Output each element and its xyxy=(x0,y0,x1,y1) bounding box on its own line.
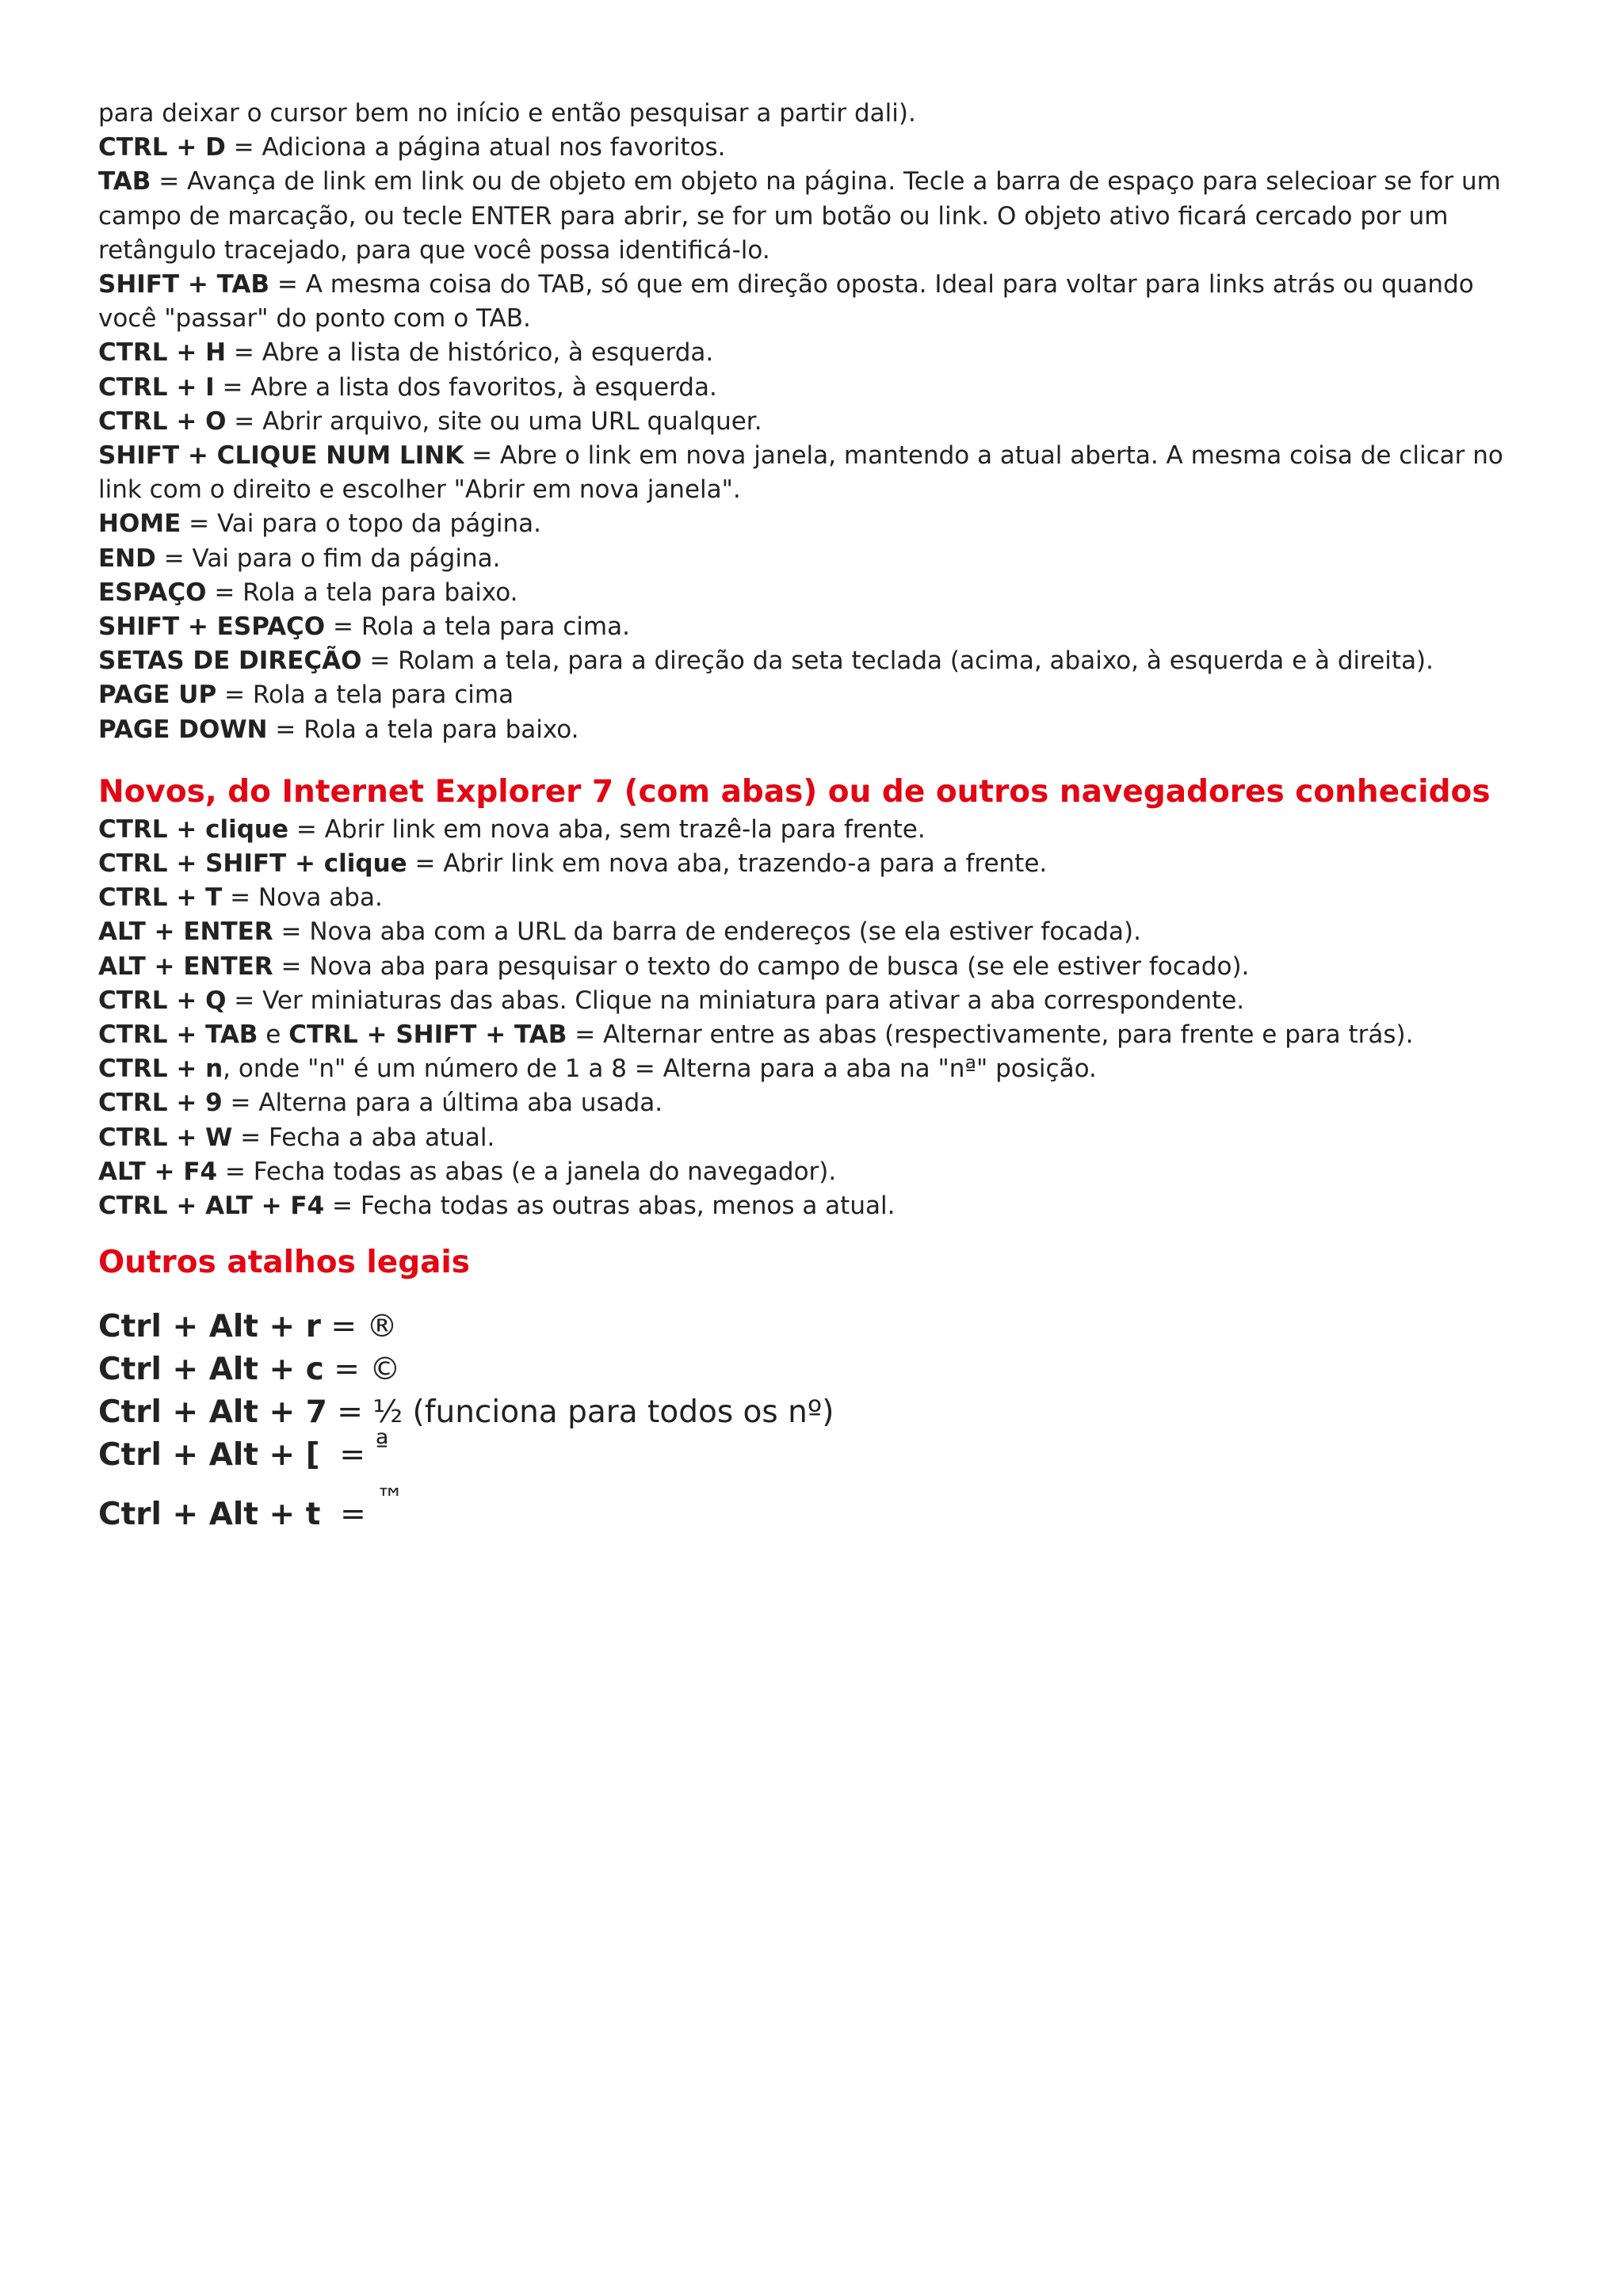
shortcut-key: Ctrl + Alt + [ xyxy=(98,1437,320,1474)
list-item: retângulo tracejado, para que você possa identificá-lo. xyxy=(98,235,770,265)
superscript-symbol: ª xyxy=(375,1428,389,1462)
list-item: para deixar o cursor bem no início e então pesquisar a partir dali). xyxy=(98,99,916,128)
shortcut-key: CTRL + D xyxy=(98,133,226,162)
list-item: CTRL + D = Adiciona a página atual nos favoritos. xyxy=(98,133,726,162)
shortcut-key: PAGE DOWN xyxy=(98,715,268,744)
list-item: Ctrl + Alt + c = © xyxy=(98,1352,401,1388)
new-browsers-shortcut-list xyxy=(98,813,1549,1223)
shortcut-key: SHIFT + ESPAÇO xyxy=(98,612,326,642)
section-heading-new-browsers: Novos, do Internet Explorer 7 (com abas) ou de outros navegadores conhecidos xyxy=(98,773,1491,810)
shortcut-key: CTRL + I xyxy=(98,372,215,402)
list-item: PAGE UP = Rola a tela para cima xyxy=(98,681,514,710)
shortcut-key: SHIFT + CLIQUE NUM LINK xyxy=(98,441,464,471)
list-item: END = Vai para o fim da página. xyxy=(98,543,501,573)
list-item: CTRL + 9 = Alterna para a última aba usada. xyxy=(98,1089,663,1118)
shortcut-key: CTRL + clique xyxy=(98,814,288,844)
shortcut-key: CTRL + ALT + F4 xyxy=(98,1192,325,1221)
shortcut-key: SETAS DE DIREÇÃO xyxy=(98,646,362,676)
shortcut-key: CTRL + 9 xyxy=(98,1089,223,1118)
shortcut-key: ESPAÇO xyxy=(98,578,207,607)
list-item: SHIFT + ESPAÇO = Rola a tela para cima. xyxy=(98,612,630,642)
shortcut-key: CTRL + TAB xyxy=(98,1020,258,1050)
section-heading-other-shortcuts: Outros atalhos legais xyxy=(98,1245,471,1281)
shortcut-key: END xyxy=(98,543,156,573)
shortcut-key: ALT + F4 xyxy=(98,1157,218,1186)
list-item: CTRL + W = Fecha a aba atual. xyxy=(98,1123,495,1152)
shortcut-key: CTRL + n xyxy=(98,1055,223,1084)
list-item: HOME = Vai para o topo da página. xyxy=(98,509,541,539)
list-item: CTRL + H = Abre a lista de histórico, à esquerda. xyxy=(98,338,714,368)
shortcut-key: CTRL + Q xyxy=(98,986,227,1015)
list-item: ALT + ENTER = Nova aba com a URL da barra de endereços (se ela estiver focada). xyxy=(98,917,1141,947)
list-item: TAB = Avança de link em link ou de objeto em objeto na página. Tecle a barra de espaço para selecioar se for um xyxy=(98,167,1501,196)
intro-shortcut-list xyxy=(98,0,1549,747)
list-item: Ctrl + Alt + 7 = ½ (funciona para todos os nº) xyxy=(98,1394,834,1431)
list-item: CTRL + ALT + F4 = Fecha todas as outras abas, menos a atual. xyxy=(98,1192,896,1221)
shortcut-key: CTRL + SHIFT + clique xyxy=(98,849,407,879)
shortcut-key: Ctrl + Alt + t xyxy=(98,1497,321,1533)
list-item: CTRL + TAB e CTRL + SHIFT + TAB = Alternar entre as abas (respectivamente, para frente e para trás). xyxy=(98,1020,1414,1050)
shortcut-key: CTRL + T xyxy=(98,883,223,913)
list-item: CTRL + SHIFT + clique = Abrir link em nova aba, trazendo-a para a frente. xyxy=(98,849,1048,879)
list-item: CTRL + O = Abrir arquivo, site ou uma URL qualquer. xyxy=(98,406,762,436)
shortcut-key: Ctrl + Alt + 7 xyxy=(98,1394,327,1431)
document-page xyxy=(98,0,1549,1537)
list-item: Ctrl + Alt + t = ™ xyxy=(98,1493,1549,1537)
other-shortcut-list xyxy=(98,1306,1549,1537)
list-item: CTRL + n, onde "n" é um número de 1 a 8 = Alterna para a aba na "nª" posição. xyxy=(98,1055,1097,1084)
list-item: CTRL + T = Nova aba. xyxy=(98,883,383,913)
shortcut-key: SHIFT + TAB xyxy=(98,270,270,299)
list-item: ALT + ENTER = Nova aba para pesquisar o texto do campo de busca (se ele estiver focado). xyxy=(98,952,1250,981)
shortcut-key: Ctrl + Alt + c xyxy=(98,1352,324,1388)
shortcut-key: ALT + ENTER xyxy=(98,917,273,947)
list-item: link com o direito e escolher "Abrir em nova janela". xyxy=(98,475,741,505)
shortcut-key: CTRL + O xyxy=(98,406,227,436)
list-item: SETAS DE DIREÇÃO = Rolam a tela, para a direção da seta teclada (acima, abaixo, à esquerda e à direita). xyxy=(98,646,1434,676)
list-item: CTRL + Q = Ver miniaturas das abas. Clique na miniatura para ativar a aba correspondente. xyxy=(98,986,1245,1015)
list-item: ESPAÇO = Rola a tela para baixo. xyxy=(98,578,518,607)
list-item: SHIFT + CLIQUE NUM LINK = Abre o link em nova janela, mantendo a atual aberta. A mesma coisa de clicar no xyxy=(98,441,1503,471)
shortcut-key: HOME xyxy=(98,509,181,539)
list-item: Ctrl + Alt + [ = ª xyxy=(98,1434,1549,1478)
shortcut-key: PAGE UP xyxy=(98,681,217,710)
shortcut-key: CTRL + W xyxy=(98,1123,233,1152)
shortcut-key: CTRL + H xyxy=(98,338,227,368)
shortcut-key: Ctrl + Alt + r xyxy=(98,1309,321,1345)
shortcut-key: ALT + ENTER xyxy=(98,952,273,981)
list-item: PAGE DOWN = Rola a tela para baixo. xyxy=(98,715,579,744)
list-item: campo de marcação, ou tecle ENTER para abrir, se for um botão ou link. O objeto ativo ficará cercado por um xyxy=(98,201,1449,231)
shortcut-key: CTRL + SHIFT + TAB xyxy=(288,1020,567,1050)
shortcut-key: TAB xyxy=(98,167,151,196)
list-item: CTRL + I = Abre a lista dos favoritos, à esquerda. xyxy=(98,372,717,402)
superscript-symbol: ™ xyxy=(376,1483,405,1516)
list-item: ALT + F4 = Fecha todas as abas (e a janela do navegador). xyxy=(98,1157,837,1186)
list-item: Ctrl + Alt + r = ® xyxy=(98,1309,398,1345)
list-item: você "passar" do ponto com o TAB. xyxy=(98,304,531,334)
list-item: CTRL + clique = Abrir link em nova aba, sem trazê-la para frente. xyxy=(98,814,926,844)
list-item: SHIFT + TAB = A mesma coisa do TAB, só que em direção oposta. Ideal para voltar para links atrás ou quando xyxy=(98,270,1474,299)
